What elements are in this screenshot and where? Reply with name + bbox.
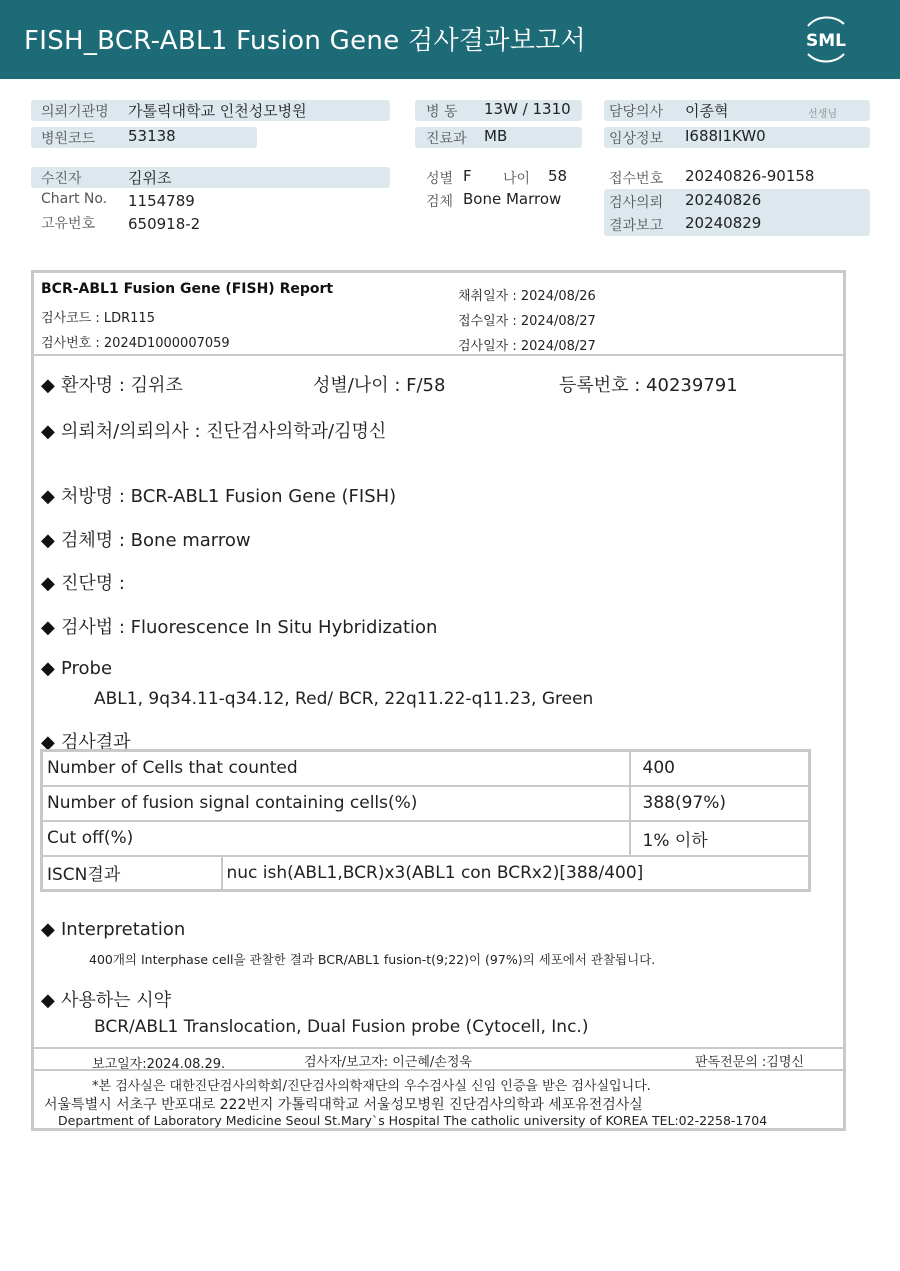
method-text: 검사법 : Fluorescence In Situ Hybridization — [61, 617, 438, 638]
patient-value: 김위조 — [128, 169, 172, 187]
age-value: 58 — [548, 167, 568, 185]
request-date-label: 검사의뢰 — [609, 195, 664, 211]
result-table — [40, 749, 811, 892]
test-number: 검사번호 : 2024D1000007059 — [41, 336, 230, 351]
info-bar — [31, 167, 390, 188]
diamond-icon: ◆ — [41, 421, 55, 442]
diagnosis-line — [41, 569, 125, 595]
ward-label: 병 동 — [426, 104, 458, 120]
diamond-icon: ◆ — [41, 530, 55, 551]
iscn-value: nuc ish(ABL1,BCR)x3(ABL1 con BCRx2)[388/400] — [222, 856, 810, 891]
institution-value: 가톨릭대학교 인천성모병원 — [128, 102, 307, 120]
test-date: 검사일자 : 2024/08/27 — [458, 339, 596, 354]
certification-note: *본 검사실은 대한진단검사의학회/진단검사의학재단의 우수검사실 신임 인증을 받은 검사실입니다. — [92, 1079, 651, 1094]
diamond-icon: ◆ — [41, 732, 55, 753]
fusion-label: Number of fusion signal containing cells(%) — [42, 786, 630, 821]
result-heading-text: 검사결과 — [61, 732, 131, 753]
doctor-suffix: 선생님 — [808, 109, 837, 120]
doctor-value: 이종혁 — [685, 102, 729, 120]
interpretation-heading-text: Interpretation — [61, 919, 186, 940]
table-row — [42, 786, 810, 821]
report-date-label: 결과보고 — [609, 218, 664, 234]
report-title: BCR-ABL1 Fusion Gene (FISH) Report — [41, 281, 334, 297]
diamond-icon: ◆ — [41, 375, 55, 396]
probe-heading-text: Probe — [61, 658, 113, 679]
specimen-value: Bone Marrow — [463, 190, 562, 208]
sex-value: F — [463, 167, 472, 185]
receipt-no-value: 20240826-90158 — [685, 167, 815, 185]
specimen-text: 검체명 : Bone marrow — [61, 530, 251, 551]
reviewer: 판독전문의 :김명신 — [695, 1055, 804, 1070]
address-english: Department of Laboratory Medicine Seoul St.Mary`s Hospital The catholic university of KOREA TEL:02-2258-1704 — [58, 1113, 768, 1128]
chart-label: Chart No. — [41, 191, 108, 207]
report-date-value: 20240829 — [685, 214, 762, 232]
id-value: 650918-2 — [128, 215, 201, 233]
report-date: 보고일자:2024.08.29. — [92, 1057, 226, 1072]
patient-label: 수진자 — [41, 171, 82, 187]
collection-date: 채취일자 : 2024/08/26 — [458, 289, 596, 304]
iscn-label: ISCN결과 — [42, 856, 222, 891]
interpretation-text: 400개의 Interphase cell을 관찰한 결과 BCR/ABL1 fusion-t(9;22)이 (97%)의 세포에서 관찰됩니다. — [89, 952, 656, 967]
reagent-heading-text: 사용하는 시약 — [61, 990, 172, 1011]
reagent-text: BCR/ABL1 Translocation, Dual Fusion probe (Cytocell, Inc.) — [94, 1017, 589, 1037]
diamond-icon: ◆ — [41, 573, 55, 594]
doctor-label: 담당의사 — [609, 104, 664, 120]
prescription-line — [41, 482, 396, 508]
hospital-code-label: 병원코드 — [41, 131, 96, 147]
diamond-icon: ◆ — [41, 658, 55, 679]
clinical-label: 임상정보 — [609, 131, 664, 147]
report-meta — [34, 273, 843, 356]
page-title: FISH_BCR-ABL1 Fusion Gene 검사결과보고서 — [24, 26, 586, 56]
diagnosis-text: 진단명 : — [61, 573, 125, 594]
cutoff-label: Cut off(%) — [42, 821, 630, 856]
test-code: 검사코드 : LDR115 — [41, 311, 155, 326]
specimen-line — [41, 526, 251, 552]
patient-regno: 등록번호 : 40239791 — [559, 375, 738, 396]
fusion-value: 388(97%) — [630, 786, 810, 821]
diamond-icon: ◆ — [41, 486, 55, 507]
logo-text: SML — [806, 31, 846, 51]
specimen-label: 검체 — [426, 194, 454, 210]
diamond-icon: ◆ — [41, 990, 55, 1011]
hospital-code-value: 53138 — [128, 127, 176, 145]
clinical-value: I688I1KW0 — [685, 127, 766, 145]
dept-value: MB — [484, 127, 508, 145]
report-header — [0, 0, 900, 79]
prescription-text: 처방명 : BCR-ABL1 Fusion Gene (FISH) — [61, 486, 397, 507]
diamond-icon: ◆ — [41, 919, 55, 940]
table-row — [42, 821, 810, 856]
age-label: 나이 — [503, 171, 531, 187]
tester: 검사자/보고자: 이근혜/손정욱 — [304, 1055, 472, 1070]
cells-counted-label: Number of Cells that counted — [42, 751, 630, 786]
receipt-no-label: 접수번호 — [609, 171, 664, 187]
sml-logo — [796, 12, 856, 66]
requester-line — [41, 417, 386, 443]
receipt-date: 접수일자 : 2024/08/27 — [458, 314, 596, 329]
address-korean: 서울특별시 서초구 반포대로 222번지 가톨릭대학교 서울성모병원 진단검사의학과 세포유전검사실 — [44, 1097, 643, 1113]
dept-label: 진료과 — [426, 131, 467, 147]
patient-line — [41, 371, 183, 397]
probe-heading — [41, 658, 112, 679]
table-row — [42, 751, 810, 786]
chart-value: 1154789 — [128, 192, 195, 210]
patient-name: 환자명 : 김위조 — [61, 375, 183, 396]
table-row — [42, 856, 810, 891]
request-date-value: 20240826 — [685, 191, 762, 209]
sex-label: 성별 — [426, 171, 454, 187]
cells-counted-value: 400 — [630, 751, 810, 786]
cutoff-value: 1% 이하 — [630, 821, 810, 856]
method-line — [41, 613, 437, 639]
ward-value: 13W / 1310 — [484, 100, 571, 118]
fish-report — [31, 270, 846, 1131]
diamond-icon: ◆ — [41, 617, 55, 638]
id-label: 고유번호 — [41, 216, 96, 232]
interpretation-heading — [41, 919, 185, 940]
probe-text: ABL1, 9q34.11-q34.12, Red/ BCR, 22q11.22-q11.23, Green — [94, 689, 594, 709]
patient-sexage: 성별/나이 : F/58 — [313, 375, 446, 396]
report-footer — [34, 1047, 843, 1071]
institution-label: 의뢰기관명 — [41, 104, 109, 120]
requester-text: 의뢰처/의뢰의사 : 진단검사의학과/김명신 — [61, 421, 387, 442]
reagent-heading — [41, 986, 171, 1012]
